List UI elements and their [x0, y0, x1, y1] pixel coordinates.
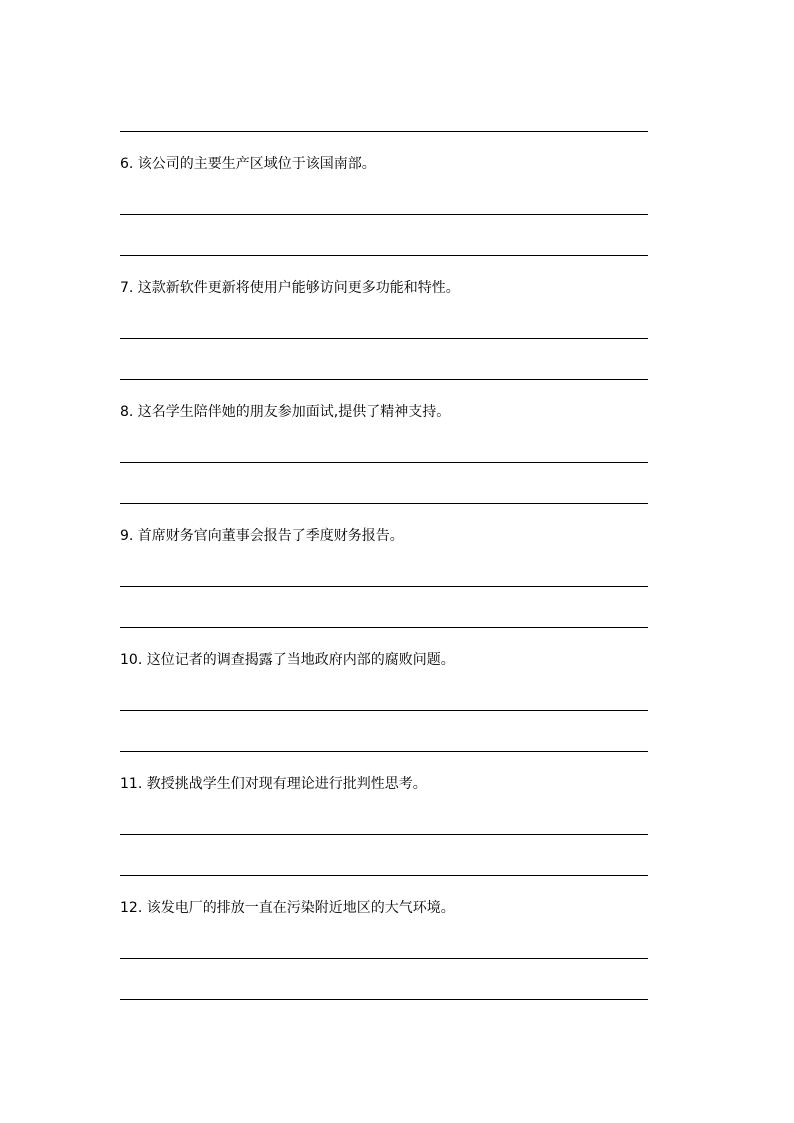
answer-line: [120, 214, 648, 215]
question-6: 6. 该公司的主要生产区域位于该国南部。: [120, 156, 376, 172]
answer-line: [120, 586, 648, 587]
answer-line: [120, 834, 648, 835]
answer-line: [120, 710, 648, 711]
answer-line: [120, 751, 648, 752]
answer-line: [120, 627, 648, 628]
answer-line: [120, 338, 648, 339]
answer-line: [120, 255, 648, 256]
answer-line: [120, 131, 648, 132]
question-9: 9. 首席财务官向董事会报告了季度财务报告。: [120, 528, 404, 544]
question-7: 7. 这款新软件更新将使用户能够访问更多功能和特性。: [120, 280, 460, 296]
answer-line: [120, 958, 648, 959]
question-11: 11. 教授挑战学生们对现有理论进行批判性思考。: [120, 776, 427, 792]
answer-line: [120, 462, 648, 463]
answer-line: [120, 503, 648, 504]
answer-line: [120, 379, 648, 380]
question-12: 12. 该发电厂的排放一直在污染附近地区的大气环境。: [120, 900, 455, 916]
answer-line: [120, 875, 648, 876]
question-10: 10. 这位记者的调查揭露了当地政府内部的腐败问题。: [120, 652, 455, 668]
answer-line: [120, 999, 648, 1000]
question-8: 8. 这名学生陪伴她的朋友参加面试,提供了精神支持。: [120, 404, 451, 420]
